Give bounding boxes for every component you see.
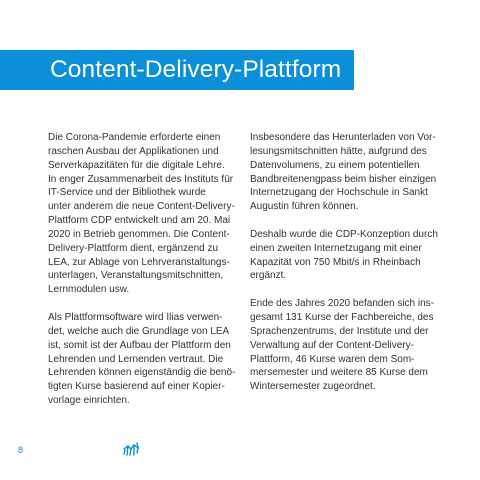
text-line: Kapazität von 750 Mbit/s in Rheinbach <box>250 256 421 268</box>
text-line: Verwaltung auf der Content-Delivery- <box>250 339 414 351</box>
text-line: Lernmodulen usw. <box>48 284 130 296</box>
text-line: IT-Service und der Bibliothek wurde <box>48 187 206 199</box>
text-line: tigten Kurse basierend auf einer Kopier- <box>48 381 225 393</box>
text-line: gesamt 131 Kurse der Fachbereiche, des <box>250 311 434 323</box>
text-line: In enger Zusammenarbeit des Instituts für <box>48 173 234 185</box>
text-line: Delivery-Plattform dient, ergänzend zu <box>48 242 219 254</box>
text-line: Als Plattformsoftware wird Ilias verwen- <box>48 311 223 323</box>
text-line: Serverkapazitäten für die digitale Lehre. <box>48 159 225 171</box>
text-line: Sprachenzentrums, der Institute und der <box>250 325 429 337</box>
left-column <box>48 131 243 422</box>
text-line: Plattform CDP entwickelt und am 20. Mai <box>48 215 231 227</box>
text-line: Wintersemester zugeordnet. <box>250 381 376 393</box>
page-number: 8 <box>18 445 24 455</box>
text-line: lesungsmitschnitten hätte, aufgrund des <box>250 145 427 157</box>
right-paragraph-1 <box>250 131 440 214</box>
right-column <box>250 131 440 408</box>
right-paragraph-3 <box>250 297 440 394</box>
text-line: Ende des Jahres 2020 befanden sich ins- <box>250 298 435 310</box>
title-bar <box>0 50 354 90</box>
text-line: Lehrenden und Lernenden vertraut. Die <box>48 353 224 365</box>
text-line: ergänzt. <box>250 270 287 282</box>
text-line: Lehrenden können eigenständig die benö- <box>48 367 236 379</box>
text-line: det, welche auch die Grundlage von LEA <box>48 325 230 337</box>
text-line: unterlagen, Veranstaltungsmitschnitten, <box>48 270 224 282</box>
text-line: mersemester und weitere 85 Kurse dem <box>250 367 428 379</box>
text-line: Internetzugang der Hochschule in Sankt <box>250 187 428 199</box>
page-title: Content-Delivery-Plattform <box>50 56 342 83</box>
text-line: 2020 in Betrieb genommen. Die Content- <box>48 228 230 240</box>
stylized-figure-icon <box>122 440 140 458</box>
text-line: raschen Ausbau der Applikationen und <box>48 145 219 157</box>
left-paragraph-1 <box>48 131 243 297</box>
text-line: einen zweiten Internetzugang mit einer <box>250 242 422 254</box>
text-line: Augustin führen können. <box>250 201 359 213</box>
right-paragraph-2 <box>250 228 440 283</box>
text-line: Insbesondere das Herunterladen von Vor- <box>250 132 436 143</box>
text-line: vorlage einrichten. <box>48 395 130 407</box>
text-line: Die Corona-Pandemie erforderte einen <box>48 132 221 143</box>
left-paragraph-2 <box>48 311 243 408</box>
text-line: Plattform, 46 Kurse waren dem Som- <box>250 353 415 365</box>
text-line: ist, somit ist der Aufbau der Plattform den <box>48 339 231 351</box>
text-line: LEA, zur Ablage von Lehrveranstaltungs- <box>48 256 230 268</box>
text-line: Datenvolumens, zu einem potentiellen <box>250 159 420 171</box>
text-line: unter anderem die neue Content-Delivery- <box>48 201 235 213</box>
text-line: Bandbreitenengpass beim bisher einzigen <box>250 173 437 185</box>
text-line: Deshalb wurde die CDP-Konzeption durch <box>250 228 438 240</box>
